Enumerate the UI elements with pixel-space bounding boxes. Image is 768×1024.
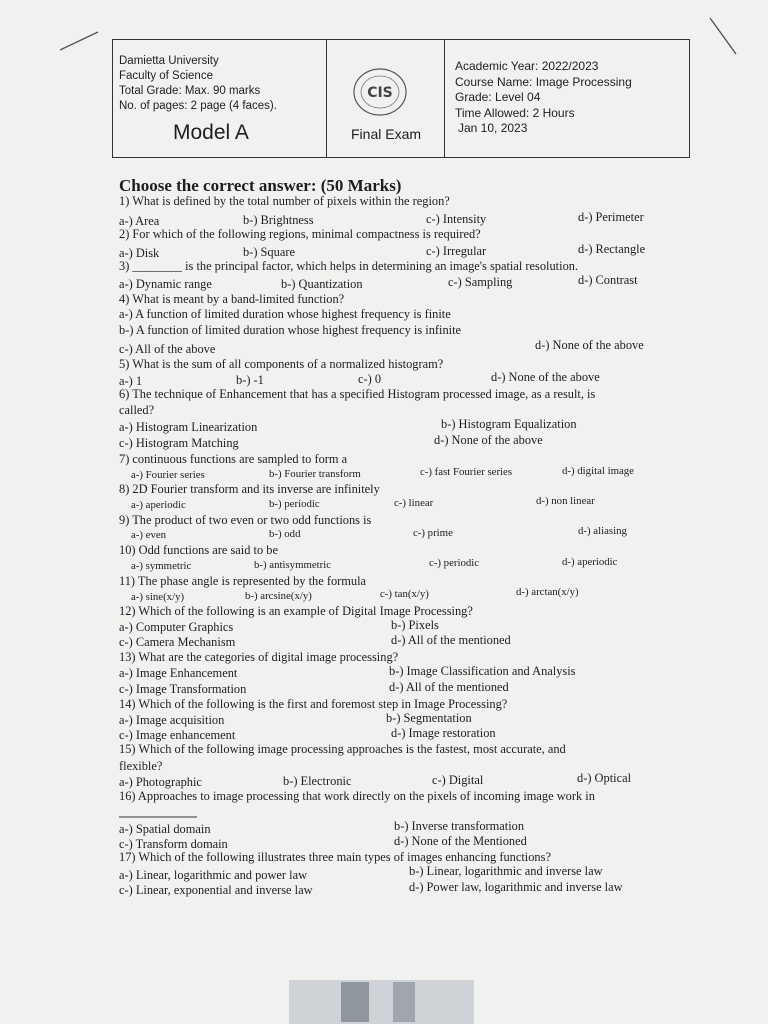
answer-option: d-) Perimeter (578, 210, 644, 224)
answer-option: b-) Quantization (281, 277, 363, 291)
answer-option: b-) arcsine(x/y) (245, 590, 312, 602)
answer-option: c-) Transform domain (119, 837, 228, 851)
question-text: 15) Which of the following image processing approaches is the fastest, most accurate, and (119, 742, 566, 756)
question-text-continued: flexible? (119, 759, 163, 773)
answer-option: c-) Linear, exponential and inverse law (119, 883, 313, 897)
answer-option: d-) Contrast (578, 273, 638, 287)
answer-option: b-) Segmentation (386, 711, 472, 725)
answer-option: d-) None of the above (434, 433, 543, 447)
answer-option: d-) Power law, logarithmic and inverse law (409, 880, 623, 894)
question-text: 13) What are the categories of digital image processing? (119, 650, 399, 664)
answer-option: a-) 1 (119, 374, 143, 388)
answer-option: b-) antisymmetric (254, 559, 332, 571)
answer-option: d-) All of the mentioned (389, 680, 509, 694)
answer-option: d-) All of the mentioned (391, 633, 511, 647)
question-text: 5) What is the sum of all components of a normalized histogram? (119, 357, 444, 371)
header-right (455, 59, 632, 137)
question-text: 3) ________ is the principal factor, which helps in determining an image's spatial resolution. (119, 259, 579, 273)
question-text: 16) Approaches to image processing that work directly on the pixels of incoming image work in (119, 789, 595, 803)
academic-year: Academic Year: 2022/2023 (455, 59, 599, 73)
answer-option: a-) Image Enhancement (119, 666, 238, 680)
answer-option: b-) periodic (269, 498, 320, 510)
answer-option: a-) Fourier series (131, 469, 205, 481)
scan-mark-right (706, 14, 740, 58)
answer-option: d-) arctan(x/y) (516, 586, 579, 598)
answer-option: a-) Computer Graphics (119, 620, 234, 634)
answer-option: a-) Dynamic range (119, 277, 212, 291)
answer-option: d-) None of the above (491, 370, 600, 384)
answer-option: a-) symmetric (131, 560, 192, 572)
answer-option: b-) Inverse transformation (394, 819, 525, 833)
answer-option: b-) Histogram Equalization (441, 417, 577, 431)
answer-option: b-) Electronic (283, 774, 352, 788)
scan-mark-left (58, 28, 102, 54)
answer-option: a-) even (131, 529, 167, 541)
question-text: 2) For which of the following regions, minimal compactness is required? (119, 227, 481, 241)
answer-option: d-) None of the Mentioned (394, 834, 527, 848)
answer-option: d-) Optical (577, 771, 632, 785)
question-text: 7) continuous functions are sampled to form a (119, 452, 348, 466)
question-text: 17) Which of the following illustrates three main types of images enhancing functions? (119, 850, 551, 864)
exam-date: Jan 10, 2023 (458, 121, 528, 135)
answer-option: c-) Digital (432, 773, 484, 787)
question-text-continued: called? (119, 403, 155, 417)
answer-option: b-) Pixels (391, 618, 439, 632)
answer-option: d-) None of the above (535, 338, 644, 352)
answer-option: c-) Irregular (426, 244, 487, 258)
answer-option: c-) All of the above (119, 342, 216, 356)
answer-option: d-) aperiodic (562, 556, 618, 568)
answer-option: c-) linear (394, 497, 434, 509)
answer-option: c-) prime (413, 527, 453, 539)
answer-option: b-) odd (269, 528, 301, 540)
exam-type: Final Exam (351, 126, 422, 142)
question-text: 12) Which of the following is an example of Digital Image Processing? (119, 604, 473, 618)
university-name: Damietta University (119, 55, 219, 67)
answer-option: a-) sine(x/y) (131, 591, 185, 603)
answer-option: a-) Spatial domain (119, 822, 211, 836)
question-text: 1) What is defined by the total number of pixels within the region? (119, 194, 450, 208)
question-text: 4) What is meant by a band-limited function? (119, 292, 345, 306)
answer-option: c-) Histogram Matching (119, 436, 239, 450)
page-count: No. of pages: 2 page (4 faces). (119, 100, 277, 112)
answer-option: b-) Image Classification and Analysis (389, 664, 576, 678)
answer-option: c-) Image enhancement (119, 728, 236, 742)
answer-option: c-) 0 (358, 372, 382, 386)
answer-option: d-) aliasing (578, 525, 627, 537)
answer-option: b-) -1 (236, 373, 264, 387)
answer-option: b-) Linear, logarithmic and inverse law (409, 864, 603, 878)
answer-option: b-) A function of limited duration whose highest frequency is infinite (119, 323, 462, 337)
answer-option: c-) tan(x/y) (380, 588, 429, 600)
section-heading: Choose the correct answer: (50 Marks) (119, 176, 402, 195)
question-text: 11) The phase angle is represented by the formula (119, 574, 367, 588)
question-text: 6) The technique of Enhancement that has a specified Histogram processed image, as a result, is (119, 387, 596, 401)
answer-option: c-) Sampling (448, 275, 513, 289)
question-text: 14) Which of the following is the first and foremost step in Image Processing? (119, 697, 508, 711)
answer-option: c-) fast Fourier series (420, 466, 513, 478)
question-text: 10) Odd functions are said to be (119, 543, 278, 557)
answer-option: d-) Rectangle (578, 242, 646, 256)
answer-option: a-) Photographic (119, 775, 202, 789)
answer-option: c-) Intensity (426, 212, 487, 226)
answer-option: a-) Linear, logarithmic and power law (119, 868, 308, 882)
model-label: Model A (173, 121, 249, 144)
faculty-logo (350, 66, 410, 118)
course-name: Course Name: Image Processing (455, 74, 632, 89)
time-allowed: Time Allowed: 2 Hours (455, 105, 575, 120)
answer-option: c-) periodic (429, 557, 480, 569)
answer-option: a-) aperiodic (131, 499, 186, 511)
header-left (119, 54, 277, 114)
answer-option: b-) Fourier transform (269, 468, 361, 480)
answer-option: a-) Histogram Linearization (119, 420, 258, 434)
scanner-strip (289, 980, 474, 1024)
answer-option: a-) Image acquisition (119, 713, 225, 727)
answer-option: d-) digital image (562, 465, 634, 477)
question-text: 8) 2D Fourier transform and its inverse are infinitely (119, 482, 380, 496)
answer-option: d-) non linear (536, 495, 595, 507)
answer-option: c-) Image Transformation (119, 682, 247, 696)
faculty-name: Faculty of Science (119, 70, 213, 82)
answer-option: b-) Brightness (243, 213, 314, 227)
answer-option: b-) Square (243, 245, 295, 259)
answer-option: a-) A function of limited duration whose highest frequency is finite (119, 307, 451, 321)
answer-option: a-) Disk (119, 246, 160, 260)
answer-option: a-) Area (119, 214, 160, 228)
question-text: 9) The product of two even or two odd functions is (119, 513, 372, 527)
answer-option: c-) Camera Mechanism (119, 635, 236, 649)
answer-option: d-) Image restoration (391, 726, 496, 740)
grade-level: Grade: Level 04 (455, 90, 541, 104)
answer-blank-line (119, 815, 199, 819)
svg-text:CIS: CIS (367, 85, 393, 101)
total-grade: Total Grade: Max. 90 marks (119, 85, 261, 97)
exam-header (112, 39, 690, 158)
